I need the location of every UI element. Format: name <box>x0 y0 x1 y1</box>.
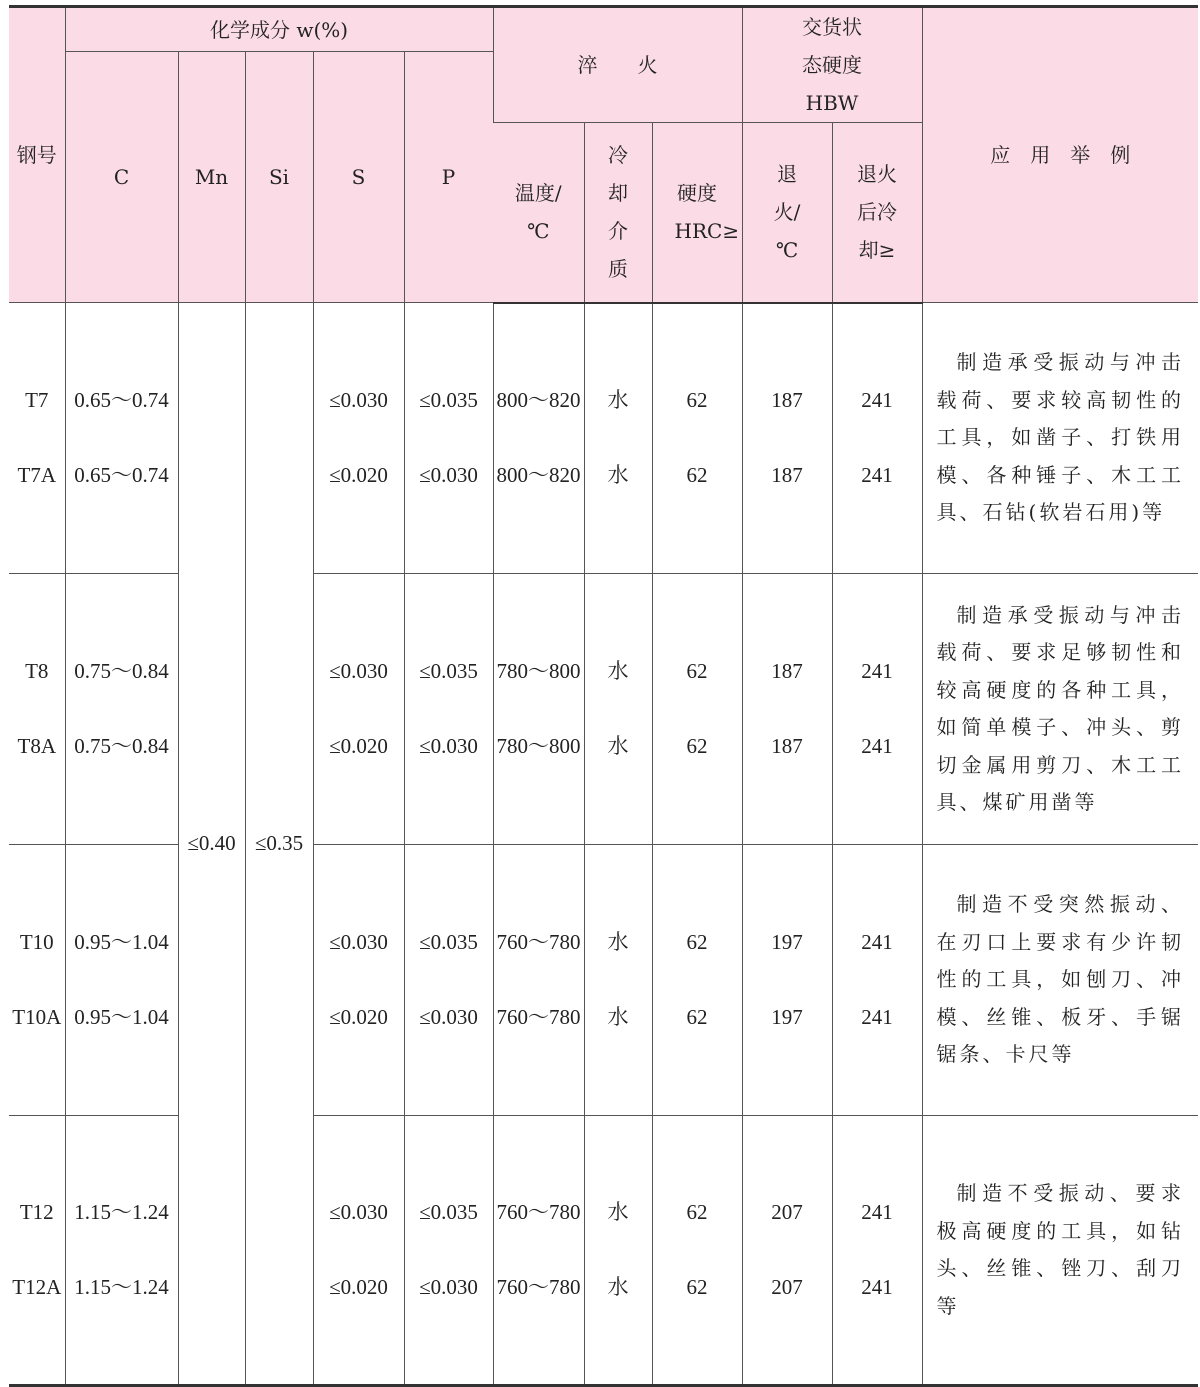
annealed-hbw-value: 187 <box>771 659 803 683</box>
annealed-cooled-hbw-cell <box>832 1116 922 1386</box>
header-s: S <box>313 52 404 303</box>
sulfur-value: ≤0.030 <box>329 930 388 954</box>
header-delivery-hardness: 交货状态硬度 HBW <box>742 7 922 123</box>
hrc-value: 62 <box>686 388 708 413</box>
hrc-cell <box>652 845 742 1116</box>
steel-grade-value: T8A <box>17 734 56 758</box>
annealed-cooled-hbw-value: 241 <box>861 930 893 954</box>
steel-grade-value: T7A <box>17 463 56 487</box>
application-cell: 制造承受振动与冲击载荷、要求较高韧性的工具，如凿子、打铁用模、各种锤子、木工工具、石钻(软岩石用)等 <box>922 303 1198 574</box>
header-p: P <box>404 52 493 303</box>
steel-grade-cell <box>9 1116 65 1386</box>
carbon-value: 0.75～0.84 <box>74 659 169 683</box>
phosphorus-value: ≤0.030 <box>419 463 478 487</box>
quench-temp-value: 800～820 <box>496 463 581 488</box>
annealed-hbw-value: 187 <box>771 463 803 488</box>
cooling-medium-cell <box>584 574 652 845</box>
header-annealed: 退火/℃ <box>742 123 832 303</box>
application-cell: 制造承受振动与冲击载荷、要求足够韧性和较高硬度的各种工具，如简单模子、冲头、剪切金属用剪刀、木工工具、煤矿用凿等 <box>922 574 1198 845</box>
carbon-value: 0.65～0.74 <box>74 388 169 412</box>
quench-temp-cell <box>493 303 584 574</box>
carbon-cell <box>65 574 178 845</box>
header-si: Si <box>245 52 313 303</box>
carbon-value: 0.95～1.04 <box>74 930 169 954</box>
phosphorus-value: ≤0.035 <box>419 930 478 954</box>
application-cell: 制造不受突然振动、在刃口上要求有少许韧性的工具，如刨刀、冲模、丝锥、板牙、手锯锯条、卡尺等 <box>922 845 1198 1116</box>
carbon-cell <box>65 845 178 1116</box>
steel-grade-value: T12 <box>19 1200 54 1224</box>
carbon-cell <box>65 303 178 574</box>
quench-temp-cell <box>493 1116 584 1386</box>
hrc-value: 62 <box>686 659 708 683</box>
cooling-medium-value: 水 <box>607 463 629 488</box>
header-quench: 淬 火 <box>493 7 742 123</box>
phosphorus-value: ≤0.035 <box>419 388 478 412</box>
annealed-cooled-hbw-value: 241 <box>861 1005 893 1029</box>
carbon-value: 1.15～1.24 <box>74 1275 169 1299</box>
quench-temp-value: 760～780 <box>496 1200 581 1224</box>
annealed-hbw-value: 197 <box>771 1005 803 1029</box>
header-cooling-medium: 冷却介质 <box>584 123 652 303</box>
annealed-hbw-cell <box>742 303 832 574</box>
sulfur-cell <box>313 1116 404 1386</box>
mn-shared-cell: ≤0.40 <box>178 303 245 1386</box>
quench-temp-value: 760～780 <box>496 1005 581 1029</box>
header-mn: Mn <box>178 52 245 303</box>
table-row-group <box>9 303 1198 574</box>
carbon-value: 0.95～1.04 <box>74 1005 169 1029</box>
cooling-medium-cell <box>584 303 652 574</box>
sulfur-value: ≤0.020 <box>329 1275 388 1299</box>
steel-grade-value: T8 <box>25 659 49 683</box>
cooling-medium-value: 水 <box>607 388 629 413</box>
cooling-medium-cell <box>584 845 652 1116</box>
phosphorus-cell <box>404 1116 493 1386</box>
annealed-hbw-cell <box>742 1116 832 1386</box>
annealed-cooled-hbw-cell <box>832 303 922 574</box>
si-shared-cell: ≤0.35 <box>245 303 313 1386</box>
phosphorus-value: ≤0.030 <box>419 1005 478 1029</box>
annealed-cooled-hbw-value: 241 <box>861 734 893 758</box>
cooling-medium-cell <box>584 1116 652 1386</box>
carbon-value: 0.65～0.74 <box>74 463 169 487</box>
annealed-hbw-value: 187 <box>771 734 803 758</box>
carbon-tool-steel-table <box>9 5 1198 1387</box>
hrc-cell <box>652 1116 742 1386</box>
annealed-cooled-hbw-cell <box>832 574 922 845</box>
phosphorus-value: ≤0.035 <box>419 1200 478 1224</box>
steel-grade-cell <box>9 574 65 845</box>
carbon-cell <box>65 1116 178 1386</box>
sulfur-value: ≤0.020 <box>329 1005 388 1029</box>
carbon-value: 1.15～1.24 <box>74 1200 169 1224</box>
steel-grade-value: T12A <box>12 1275 62 1299</box>
sulfur-value: ≤0.030 <box>329 659 388 683</box>
annealed-cooled-hbw-value: 241 <box>861 463 893 488</box>
cooling-medium-value: 水 <box>607 1200 629 1224</box>
annealed-cooled-hbw-cell <box>832 845 922 1116</box>
sulfur-cell <box>313 303 404 574</box>
header-c: C <box>65 52 178 303</box>
annealed-cooled-hbw-value: 241 <box>861 1275 893 1299</box>
annealed-cooled-hbw-value: 241 <box>861 1200 893 1224</box>
sulfur-cell <box>313 845 404 1116</box>
annealed-hbw-value: 207 <box>771 1200 803 1224</box>
phosphorus-value: ≤0.035 <box>419 659 478 683</box>
annealed-hbw-value: 187 <box>771 388 803 413</box>
hrc-value: 62 <box>686 1005 708 1029</box>
hrc-value: 62 <box>686 734 708 758</box>
hrc-value: 62 <box>686 463 708 488</box>
header-hrc: 硬度HRC≥ <box>652 123 742 303</box>
quench-temp-value: 780～800 <box>496 734 581 758</box>
steel-grade-value: T10 <box>19 930 54 954</box>
cooling-medium-value: 水 <box>607 659 629 683</box>
sulfur-cell <box>313 574 404 845</box>
phosphorus-value: ≤0.030 <box>419 1275 478 1299</box>
header-application: 应 用 举 例 <box>922 7 1198 303</box>
hrc-value: 62 <box>686 1200 708 1224</box>
phosphorus-cell <box>404 303 493 574</box>
cooling-medium-value: 水 <box>607 734 629 758</box>
header-quench-temp: 温度/℃ <box>493 123 584 303</box>
annealed-cooled-hbw-value: 241 <box>861 659 893 683</box>
annealed-hbw-cell <box>742 845 832 1116</box>
header-annealed-cooled: 退火后冷却≥ <box>832 123 922 303</box>
sulfur-value: ≤0.030 <box>329 388 388 412</box>
quench-temp-value: 800～820 <box>496 388 581 413</box>
hrc-value: 62 <box>686 1275 708 1299</box>
sulfur-value: ≤0.020 <box>329 734 388 758</box>
steel-grade-value: T10A <box>12 1005 62 1029</box>
hrc-cell <box>652 574 742 845</box>
steel-grade-value: T7 <box>25 388 49 412</box>
application-cell: 制造不受振动、要求极高硬度的工具，如钻头、丝锥、锉刀、刮刀等 <box>922 1116 1198 1386</box>
sulfur-value: ≤0.020 <box>329 463 388 487</box>
hrc-value: 62 <box>686 930 708 954</box>
quench-temp-value: 760～780 <box>496 1275 581 1299</box>
phosphorus-value: ≤0.030 <box>419 734 478 758</box>
header-steel-no: 钢号 <box>9 7 65 303</box>
hrc-cell <box>652 303 742 574</box>
cooling-medium-value: 水 <box>607 930 629 954</box>
annealed-hbw-value: 197 <box>771 930 803 954</box>
steel-grade-cell <box>9 303 65 574</box>
quench-temp-cell <box>493 845 584 1116</box>
cooling-medium-value: 水 <box>607 1275 629 1299</box>
cooling-medium-value: 水 <box>607 1005 629 1029</box>
steel-grade-cell <box>9 845 65 1116</box>
phosphorus-cell <box>404 845 493 1116</box>
quench-temp-cell <box>493 574 584 845</box>
annealed-hbw-cell <box>742 574 832 845</box>
header-composition: 化学成分 w(%) <box>65 7 493 52</box>
quench-temp-value: 780～800 <box>496 659 581 683</box>
quench-temp-value: 760～780 <box>496 930 581 954</box>
annealed-hbw-value: 207 <box>771 1275 803 1299</box>
phosphorus-cell <box>404 574 493 845</box>
annealed-cooled-hbw-value: 241 <box>861 388 893 413</box>
carbon-value: 0.75～0.84 <box>74 734 169 758</box>
sulfur-value: ≤0.030 <box>329 1200 388 1224</box>
